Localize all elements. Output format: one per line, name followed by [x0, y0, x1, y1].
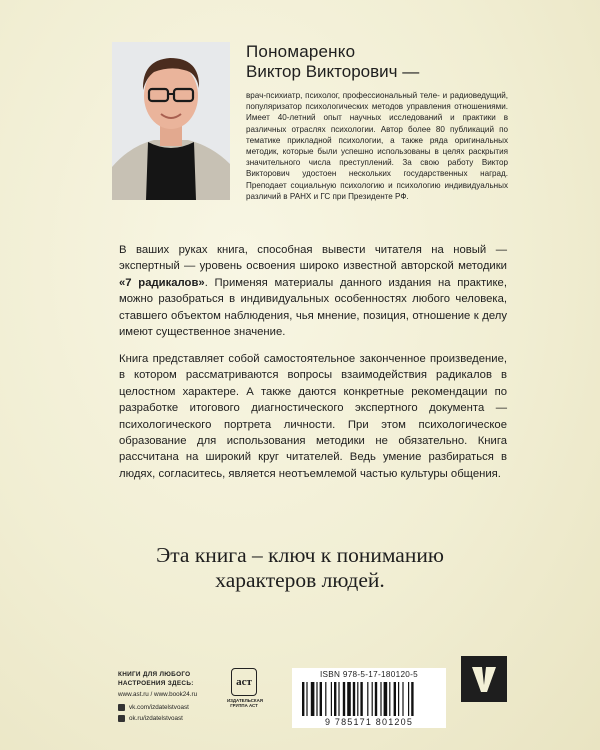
vk-icon [118, 704, 125, 711]
author-surname: Пономаренко [246, 42, 356, 61]
social-ok [118, 715, 183, 722]
barcode-bar [343, 682, 345, 716]
website-urls: www.ast.ru / www.book24.ru [118, 691, 198, 698]
tagline-line-2: характеров людей. [215, 568, 385, 592]
publisher-v-logo-icon [461, 656, 507, 702]
barcode-bar [357, 682, 358, 716]
method-name: «7 радикалов» [119, 276, 205, 289]
ok-icon [118, 715, 125, 722]
barcode-bar [334, 682, 336, 716]
tagline-line-1: Эта книга – ключ к пониманию [156, 543, 444, 567]
author-first-names: Виктор Викторович — [246, 62, 420, 81]
promo-line-1: КНИГИ ДЛЯ ЛЮБОГО [118, 671, 191, 678]
barcode-bar [389, 682, 390, 716]
barcode-bar [306, 682, 307, 716]
description-paragraph-2: Книга представляет собой самостоятельное законченное произведение, в котором рассматриваются вопросы взаимодействия радикалов в целостном характере. А также даются конкретные рекомендации по разработке итогового диагностического экспертного документа — психологического портрета личности. При этом психологическое образование для использования методики не обязательно. Книга рассчитана на широкий круг читателей. Ведь умение разбираться в людях, согласитесь, является неотъемлемой частью культуры общения. [119, 353, 507, 480]
barcode-bar [375, 682, 377, 716]
barcode-bar [372, 682, 373, 716]
barcode-bar [316, 682, 317, 716]
barcode-bar [380, 682, 381, 716]
social-vk-text: vk.com/izdatelstvoast [129, 704, 189, 711]
barcode-icon [302, 682, 436, 716]
p1-text-end: . Применяя материалы данного издания на практике, можно разобраться в индивидуальных особенностях любого человека, ставшего объектом наблюдения, чья мнение, позиция, отношение к делу имеют существенное значение. [119, 276, 507, 339]
barcode-bar [338, 682, 339, 716]
author-bio: врач-психиатр, психолог, профессиональный теле- и радиоведущий, популяризатор психологических методов управления отношениями. Имеет 40-летний опыт научных исследований и практики в различных отраслях психологии. Автор более 80 публикаций по тематике прикладной психологии, а также ряда оригинальных методик, которые были успешно использованы в целях раскрытия значительного числа преступлений. За свою работу Виктор Викторович удостоен нескольких государственных наград. Преподает социальную психологию и психологию индивидуальных различий в РАНХ и ГС при Президенте РФ. [246, 91, 508, 201]
barcode-bar [325, 682, 326, 716]
social-vk [118, 704, 189, 711]
author-photo [112, 42, 230, 200]
p1-text-start: В ваших руках книга, способная вывести читателя на новый — экспертный — уровень освоения широко известной авторской методики [119, 244, 507, 273]
promo-line-2: НАСТРОЕНИЯ ЗДЕСЬ: [118, 679, 194, 687]
barcode-bar [311, 682, 315, 716]
barcode-bar [353, 682, 355, 716]
description-paragraph-1 [119, 242, 507, 340]
ean-number: 9 785171 801205 [324, 717, 414, 727]
barcode-bar [331, 682, 332, 716]
barcode-block [292, 668, 446, 728]
barcode-bar [347, 682, 351, 716]
barcode-bar [360, 682, 362, 716]
barcode-bar [402, 682, 403, 716]
barcode-bar [411, 682, 413, 716]
ast-logo-icon: аст [231, 668, 257, 696]
publisher-line-1: ИЗДАТЕЛЬСКАЯ [227, 698, 263, 703]
barcode-bar [384, 682, 388, 716]
barcode-bar [302, 682, 304, 716]
publisher-name [227, 698, 261, 709]
barcode-bar [367, 682, 368, 716]
promo-text [118, 671, 194, 688]
isbn-text: ISBN 978-5-17-180120-5 [319, 670, 419, 679]
barcode-bar [394, 682, 396, 716]
barcode-bar [408, 682, 409, 716]
publisher-line-2: ГРУППА АСТ [230, 703, 258, 709]
barcode-bar [320, 682, 322, 716]
social-ok-text: ok.ru/izdatelstvoast [129, 715, 183, 722]
barcode-bar [398, 682, 399, 716]
